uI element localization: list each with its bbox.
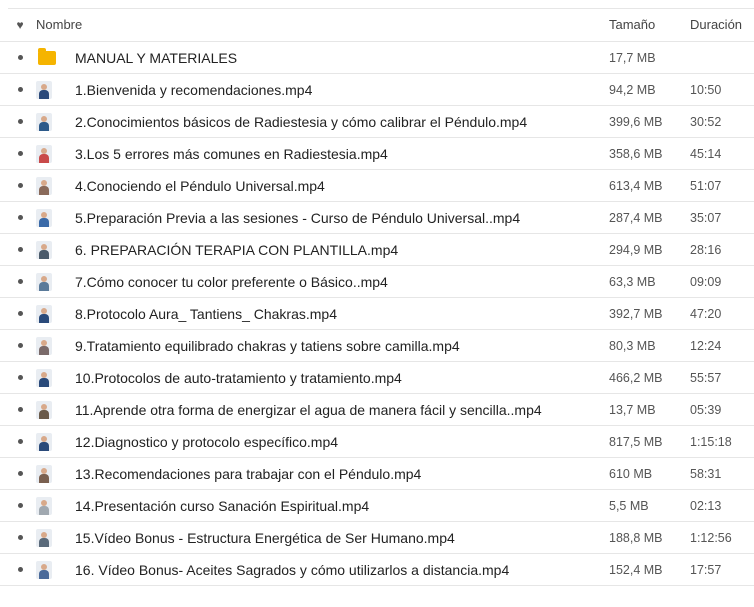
row-icon-cell [36,554,58,585]
row-bullet [12,202,28,233]
folder-icon [38,51,56,65]
bullet-icon [18,407,23,412]
row-icon-cell [36,170,58,201]
bullet-icon [18,375,23,380]
file-duration: 58:31 [690,466,722,481]
video-thumbnail-icon [36,273,52,291]
row-icon-cell [36,522,58,553]
row-bullet [12,362,28,393]
file-duration: 17:57 [690,562,722,577]
video-thumbnail-icon [36,305,52,323]
file-row[interactable] [0,234,754,266]
row-icon-cell [36,298,58,329]
row-bullet [12,170,28,201]
row-icon-cell [36,266,58,297]
file-row[interactable] [0,298,754,330]
bullet-icon [18,247,23,252]
video-thumbnail-icon [36,369,52,387]
video-thumbnail-icon [36,433,52,451]
name-column-header[interactable]: Nombre [36,17,83,32]
file-name[interactable]: 13.Recomendaciones para trabajar con el Péndulo.mp4 [75,465,422,482]
bullet-icon [18,183,23,188]
file-name[interactable]: 4.Conociendo el Péndulo Universal.mp4 [75,177,325,194]
row-icon-cell [36,74,58,105]
file-size: 63,3 MB [609,274,656,289]
row-bullet [12,394,28,425]
file-size: 610 MB [609,466,653,481]
file-size: 358,6 MB [609,146,663,161]
video-thumbnail-icon [36,177,52,195]
list-header [0,8,754,42]
duration-column-header[interactable]: Duración [690,17,743,32]
file-size: 17,7 MB [609,50,656,65]
row-icon-cell [36,490,58,521]
file-row[interactable] [0,554,754,586]
video-thumbnail-icon [36,145,52,163]
file-duration: 1:12:56 [690,530,732,545]
file-duration: 30:52 [690,114,722,129]
bullet-icon [18,343,23,348]
bullet-icon [18,87,23,92]
file-duration: 02:13 [690,498,722,513]
bullet-icon [18,503,23,508]
file-row[interactable] [0,458,754,490]
bullet-icon [18,279,23,284]
file-size: 399,6 MB [609,114,663,129]
bullet-icon [18,311,23,316]
file-list [0,8,754,586]
row-bullet [12,42,28,73]
file-name[interactable]: 7.Cómo conocer tu color preferente o Básico..mp4 [75,273,388,290]
row-icon-cell [36,202,58,233]
favorite-column-header[interactable] [12,8,28,41]
video-thumbnail-icon [36,81,52,99]
video-thumbnail-icon [36,561,52,579]
video-thumbnail-icon [36,497,52,515]
file-row[interactable] [0,106,754,138]
file-duration: 10:50 [690,82,722,97]
row-bullet [12,330,28,361]
file-row[interactable] [0,330,754,362]
bullet-icon [18,55,23,60]
file-duration: 45:14 [690,146,722,161]
row-icon-cell [36,394,58,425]
file-name[interactable]: MANUAL Y MATERIALES [75,49,238,66]
file-duration: 51:07 [690,178,722,193]
file-row[interactable] [0,202,754,234]
row-icon-cell [36,330,58,361]
file-duration: 1:15:18 [690,434,732,449]
bullet-icon [18,471,23,476]
file-name[interactable]: 2.Conocimientos básicos de Radiestesia y cómo calibrar el Péndulo.mp4 [75,113,528,130]
row-bullet [12,458,28,489]
file-row[interactable] [0,522,754,554]
row-bullet [12,234,28,265]
file-size: 466,2 MB [609,370,663,385]
row-icon-cell [36,234,58,265]
file-size: 152,4 MB [609,562,663,577]
row-bullet [12,138,28,169]
file-row[interactable] [0,74,754,106]
file-name[interactable]: 5.Preparación Previa a las sesiones - Curso de Péndulo Universal..mp4 [75,209,521,226]
row-icon-cell [36,106,58,137]
file-size: 294,9 MB [609,242,663,257]
file-name[interactable]: 8.Protocolo Aura_ Tantiens_ Chakras.mp4 [75,305,338,322]
row-bullet [12,522,28,553]
file-name[interactable]: 14.Presentación curso Sanación Espiritual.mp4 [75,497,370,514]
video-thumbnail-icon [36,241,52,259]
bullet-icon [18,119,23,124]
row-bullet [12,266,28,297]
file-row[interactable] [0,362,754,394]
row-bullet [12,298,28,329]
file-duration: 05:39 [690,402,722,417]
row-icon-cell [36,138,58,169]
row-bullet [12,426,28,457]
row-icon-cell [36,42,58,73]
file-duration: 47:20 [690,306,722,321]
bullet-icon [18,215,23,220]
file-name[interactable]: 16. Vídeo Bonus- Aceites Sagrados y cómo utilizarlos a distancia.mp4 [75,561,510,578]
heart-icon: ♥ [16,17,24,32]
row-icon-cell [36,458,58,489]
folder-row[interactable] [0,42,754,74]
file-name[interactable]: 10.Protocolos de auto-tratamiento y tratamiento.mp4 [75,369,402,386]
video-thumbnail-icon [36,113,52,131]
file-size: 392,7 MB [609,306,663,321]
bullet-icon [18,439,23,444]
file-duration: 12:24 [690,338,722,353]
file-size: 5,5 MB [609,498,649,513]
file-size: 94,2 MB [609,82,656,97]
file-row[interactable] [0,490,754,522]
file-name[interactable]: 12.Diagnostico y protocolo específico.mp4 [75,433,339,450]
file-row[interactable] [0,394,754,426]
video-thumbnail-icon [36,401,52,419]
file-name[interactable]: 1.Bienvenida y recomendaciones.mp4 [75,81,313,98]
bullet-icon [18,567,23,572]
file-name[interactable]: 6. PREPARACIÓN TERAPIA CON PLANTILLA.mp4 [75,241,399,258]
file-size: 13,7 MB [609,402,656,417]
file-size: 287,4 MB [609,210,663,225]
file-row[interactable] [0,170,754,202]
file-row[interactable] [0,426,754,458]
bullet-icon [18,535,23,540]
file-duration: 09:09 [690,274,722,289]
row-bullet [12,490,28,521]
file-size: 188,8 MB [609,530,663,545]
row-bullet [12,106,28,137]
file-size: 80,3 MB [609,338,656,353]
file-duration: 28:16 [690,242,722,257]
file-name[interactable]: 3.Los 5 errores más comunes en Radiestesia.mp4 [75,145,388,162]
row-bullet [12,74,28,105]
video-thumbnail-icon [36,337,52,355]
video-thumbnail-icon [36,209,52,227]
file-rows [0,42,754,586]
file-size: 817,5 MB [609,434,663,449]
file-duration: 55:57 [690,370,722,385]
file-row[interactable] [0,138,754,170]
file-duration: 35:07 [690,210,722,225]
row-icon-cell [36,362,58,393]
file-name[interactable]: 9.Tratamiento equilibrado chakras y tatiens sobre camilla.mp4 [75,337,460,354]
size-column-header[interactable]: Tamaño [609,17,656,32]
file-row[interactable] [0,266,754,298]
video-thumbnail-icon [36,529,52,547]
row-bullet [12,554,28,585]
file-size: 613,4 MB [609,178,663,193]
row-icon-cell [36,426,58,457]
file-name[interactable]: 15.Vídeo Bonus - Estructura Energética de Ser Humano.mp4 [75,529,455,546]
bullet-icon [18,151,23,156]
file-name[interactable]: 11.Aprende otra forma de energizar el agua de manera fácil y sencilla..mp4 [75,401,542,418]
video-thumbnail-icon [36,465,52,483]
